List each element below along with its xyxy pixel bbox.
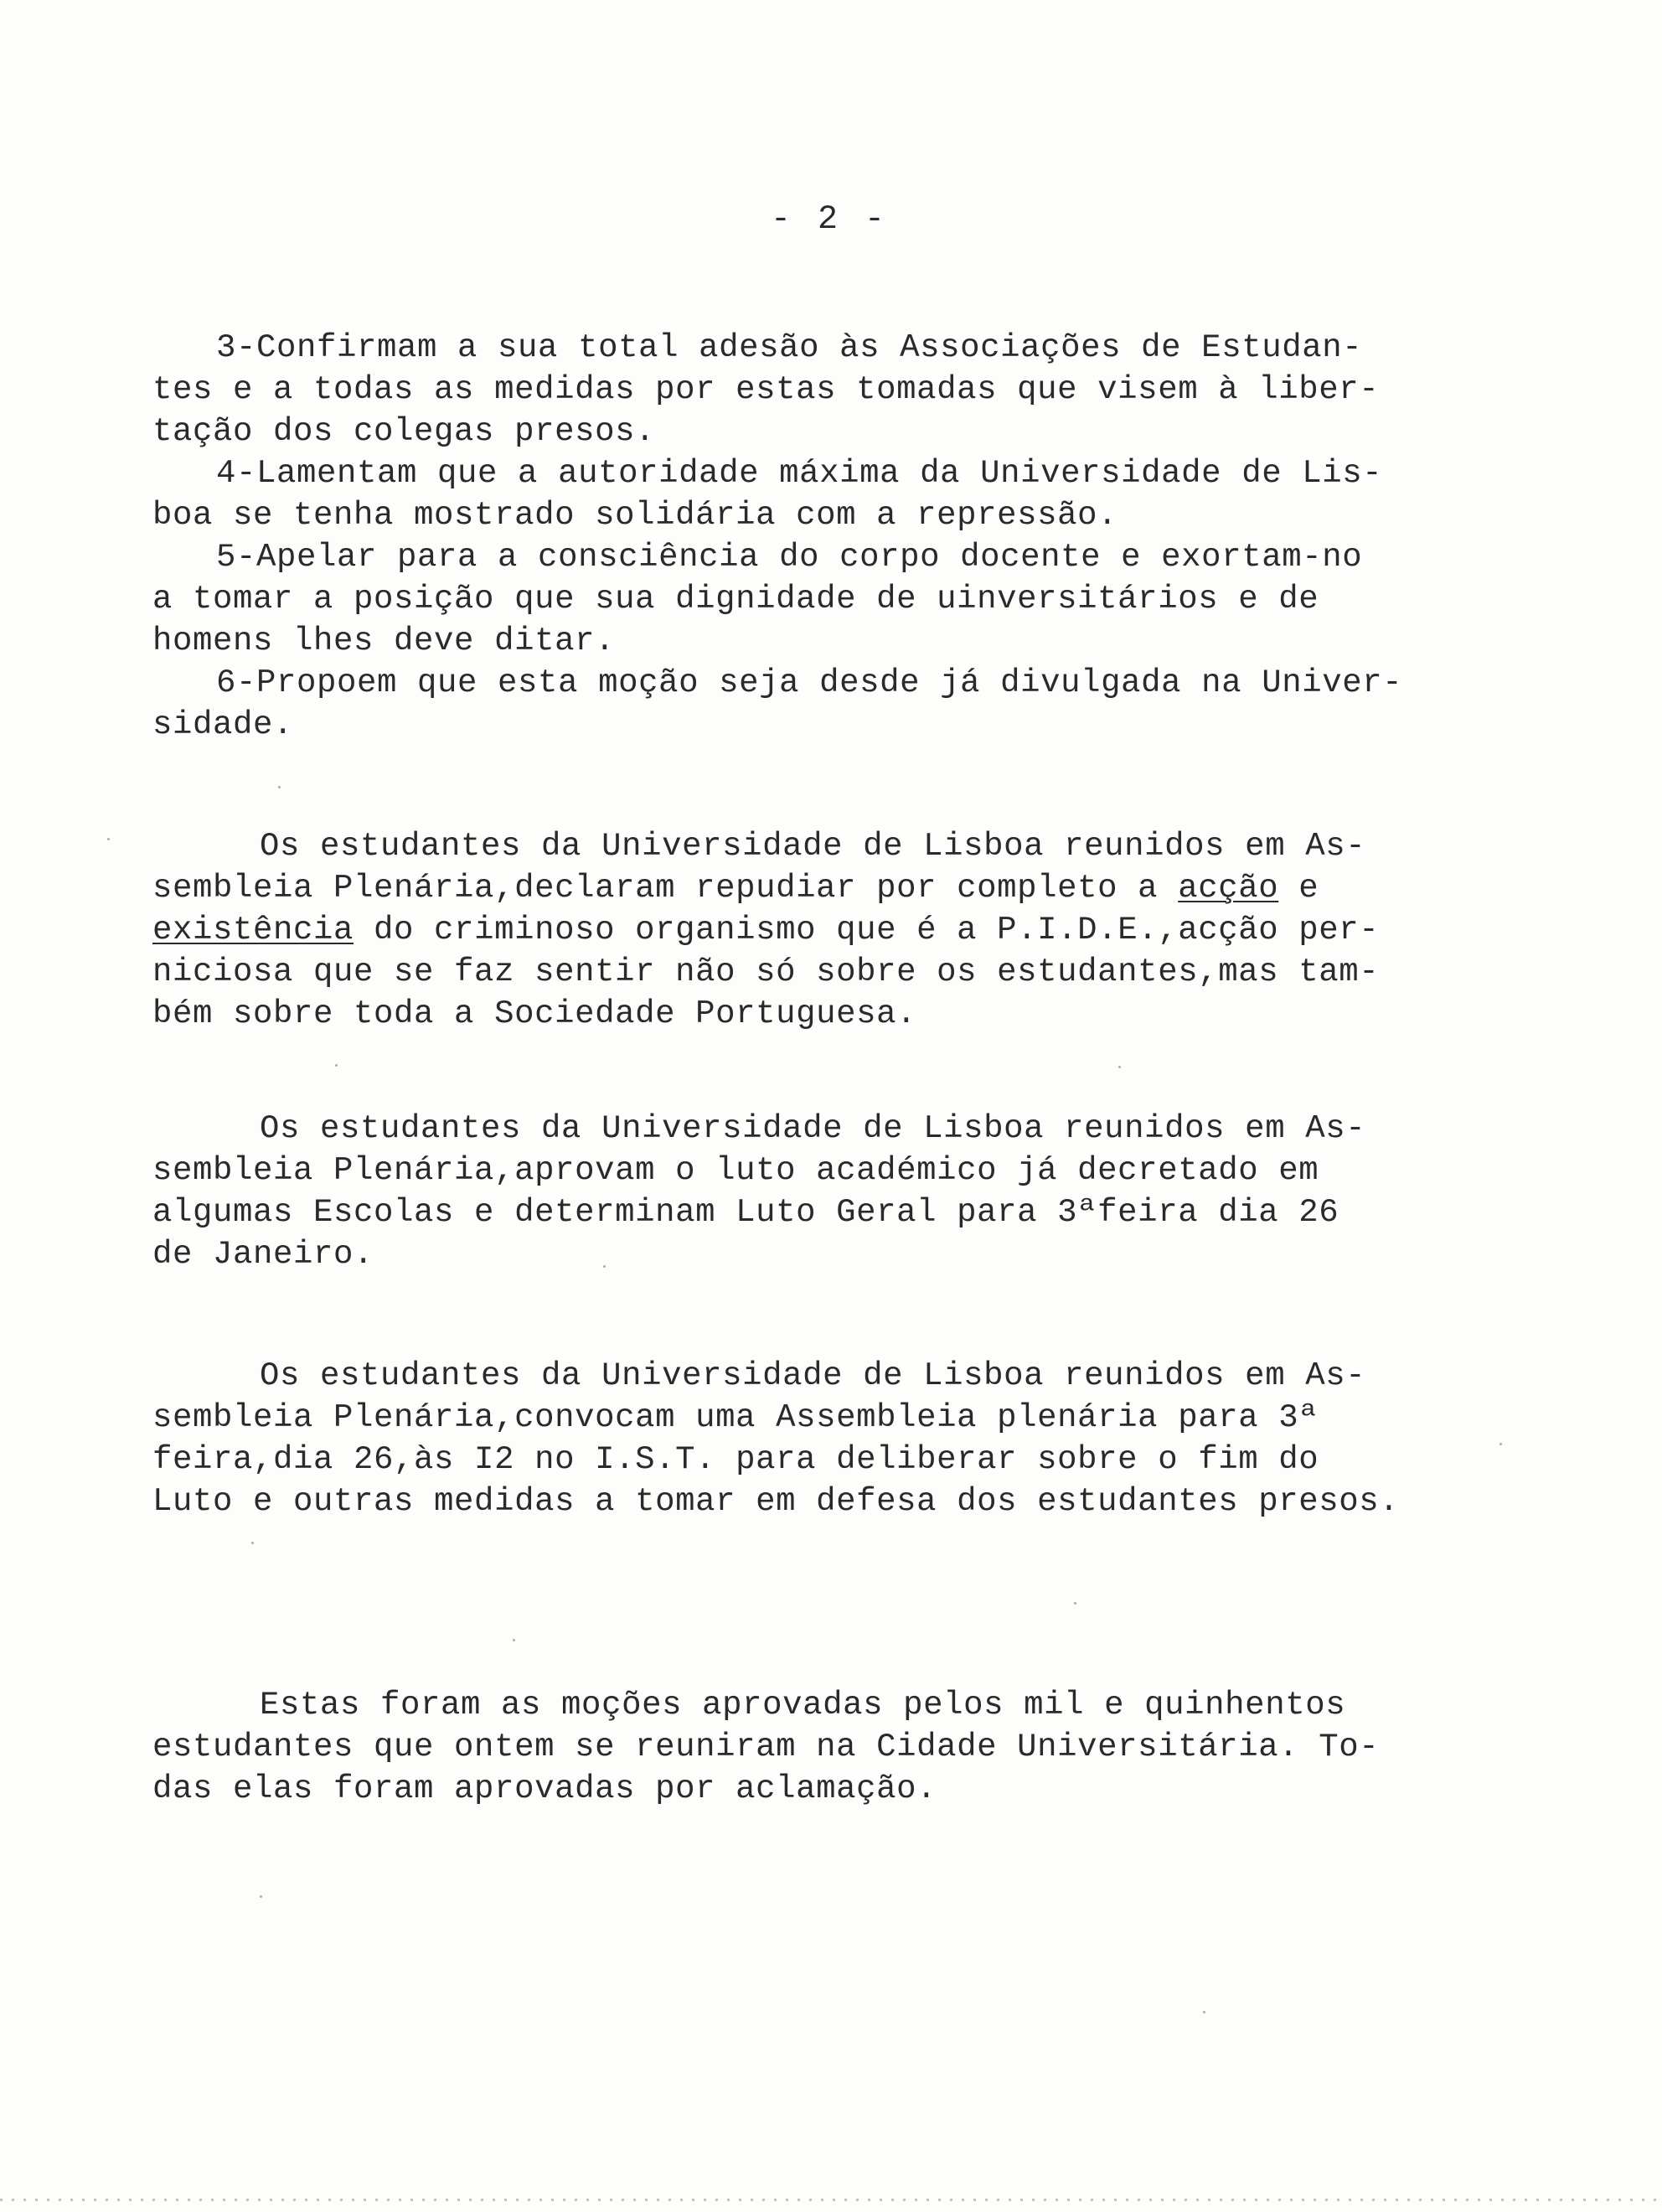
assembly-line-3: feira,dia 26,às I2 no I.S.T. para deliberar sobre o fim do (152, 1441, 1319, 1478)
scan-speck (513, 1639, 515, 1641)
item-5-line-2: a tomar a posição que sua dignidade de uinversitários e de (152, 581, 1319, 618)
scan-speck (1203, 2011, 1205, 2013)
scan-speck (603, 1265, 606, 1268)
assembly-line-2: sembleia Plenária,convocam uma Assembleia plenária para 3ª (152, 1399, 1319, 1436)
pide-line-4: niciosa que se faz sentir não só sobre os estudantes,mas tam- (152, 954, 1380, 990)
luto-line-3: algumas Escolas e determinam Luto Geral para 3ªfeira dia 26 (152, 1194, 1339, 1231)
underlined-existencia: existência (152, 912, 354, 948)
scan-speck (251, 1542, 254, 1544)
pide-line-2-text: sembleia Plenária,declaram repudiar por completo a (152, 870, 1179, 907)
item-6-line-2: sidade. (152, 706, 294, 743)
scan-speck (1499, 1443, 1502, 1445)
pide-line-2 (152, 867, 1319, 909)
item-4-line-1: 4-Lamentam que a autoridade máxima da Universidade de Lis- (216, 455, 1383, 492)
scan-speck (107, 838, 110, 840)
luto-line-4: de Janeiro. (152, 1236, 374, 1273)
page-number: - 2 - (771, 201, 889, 239)
pide-line-3-text: do criminoso organismo que é a P.I.D.E.,acção per- (354, 912, 1380, 948)
closing-line-2: estudantes que ontem se reuniram na Cidade Universitária. To- (152, 1729, 1380, 1765)
item-3-line-3: tação dos colegas presos. (152, 413, 656, 450)
item-3-line-2: tes e a todas as medidas por estas tomadas que visem à liber- (152, 371, 1380, 408)
item-5-line-3: homens lhes deve ditar. (152, 623, 616, 659)
item-3-line-1: 3-Confirmam a sua total adesão às Associações de Estudan- (216, 329, 1363, 366)
underlined-accao: acção (1178, 870, 1279, 907)
item-5-line-1: 5-Apelar para a consciência do corpo docente e exortam-no (216, 539, 1363, 576)
scan-speck (260, 1895, 262, 1898)
luto-line-2: sembleia Plenária,aprovam o luto académico já decretado em (152, 1152, 1319, 1189)
closing-line-1: Estas foram as moções aprovadas pelos mil e quinhentos (260, 1687, 1346, 1724)
closing-line-3: das elas foram aprovadas por aclamação. (152, 1770, 937, 1807)
scan-speck (335, 1064, 338, 1067)
pide-line-2-end: e (1278, 870, 1319, 907)
scan-speck (1118, 1066, 1121, 1068)
assembly-line-1: Os estudantes da Universidade de Lisboa reunidos em As- (260, 1357, 1366, 1394)
scan-edge-strip (0, 2199, 1662, 2201)
scan-speck (278, 786, 281, 788)
scan-speck (1074, 1602, 1076, 1605)
assembly-line-4: Luto e outras medidas a tomar em defesa dos estudantes presos. (152, 1483, 1400, 1520)
pide-line-5: bém sobre toda a Sociedade Portuguesa. (152, 995, 917, 1032)
item-4-line-2: boa se tenha mostrado solidária com a repressão. (152, 497, 1118, 534)
luto-line-1: Os estudantes da Universidade de Lisboa reunidos em As- (260, 1110, 1366, 1147)
pide-line-1: Os estudantes da Universidade de Lisboa reunidos em As- (260, 828, 1366, 865)
item-6-line-1: 6-Propoem que esta moção seja desde já divulgada na Univer- (216, 664, 1403, 701)
pide-line-3 (152, 909, 1379, 951)
